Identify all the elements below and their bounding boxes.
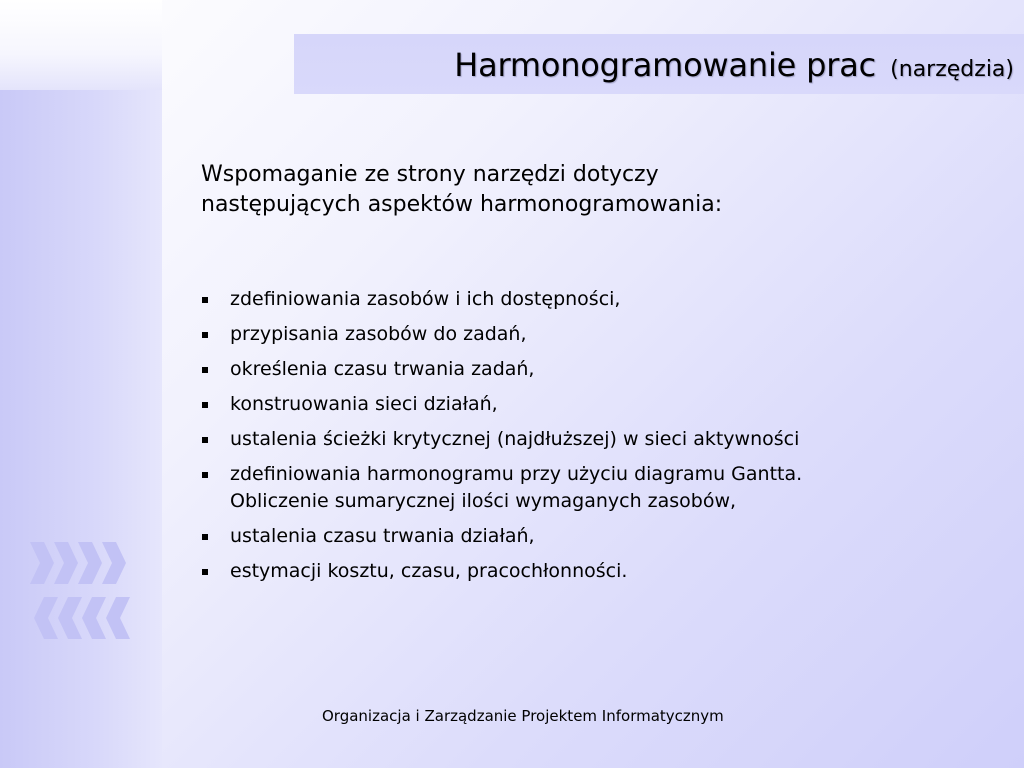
slide-title-main: Harmonogramowanie prac [454, 46, 876, 84]
bullet-text: konstruowania sieci działań, [230, 393, 498, 415]
bullet-text: ustalenia czasu trwania działań, [230, 525, 535, 547]
bullet-item [201, 391, 841, 418]
left-decor-panel [0, 0, 162, 768]
bullet-text: zdefiniowania zasobów i ich dostępności, [230, 288, 621, 310]
square-bullet-icon [202, 437, 208, 443]
bullet-item [201, 523, 841, 550]
left-panel-highlight [0, 0, 162, 90]
square-bullet-icon [202, 367, 208, 373]
title-bar [294, 34, 1024, 94]
bullet-text: ustalenia ścieżki krytycznej (najdłuższej) w sieci aktywności [230, 428, 800, 450]
bullet-item [201, 321, 841, 348]
intro-line-1: Wspomaganie ze strony narzędzi dotyczy [201, 162, 659, 187]
chevrons-right-icon [20, 542, 140, 584]
slide-title-sub: (narzędzia) [890, 57, 1014, 82]
bullet-text: estymacji kosztu, czasu, pracochłonności. [230, 560, 628, 582]
footer-text: Organizacja i Zarządzanie Projektem Informatycznym [322, 707, 724, 725]
bullet-list [201, 286, 841, 593]
square-bullet-icon [202, 297, 208, 303]
intro-text [201, 160, 821, 220]
bullet-text: zdefiniowania harmonogramu przy użyciu diagramu Gantta. Obliczenie sumarycznej ilości wymaganych zasobów, [230, 463, 803, 512]
bullet-text: określenia czasu trwania zadań, [230, 358, 535, 380]
bullet-item [201, 461, 841, 515]
intro-line-2: następujących aspektów harmonogramowania: [201, 192, 723, 217]
square-bullet-icon [202, 534, 208, 540]
bullet-item [201, 286, 841, 313]
square-bullet-icon [202, 332, 208, 338]
chevrons-left-icon [20, 597, 140, 639]
slide-title [454, 46, 1014, 84]
bullet-item [201, 426, 841, 453]
square-bullet-icon [202, 569, 208, 575]
bullet-item [201, 558, 841, 585]
bullet-text: przypisania zasobów do zadań, [230, 323, 527, 345]
square-bullet-icon [202, 402, 208, 408]
square-bullet-icon [202, 472, 208, 478]
bullet-item [201, 356, 841, 383]
